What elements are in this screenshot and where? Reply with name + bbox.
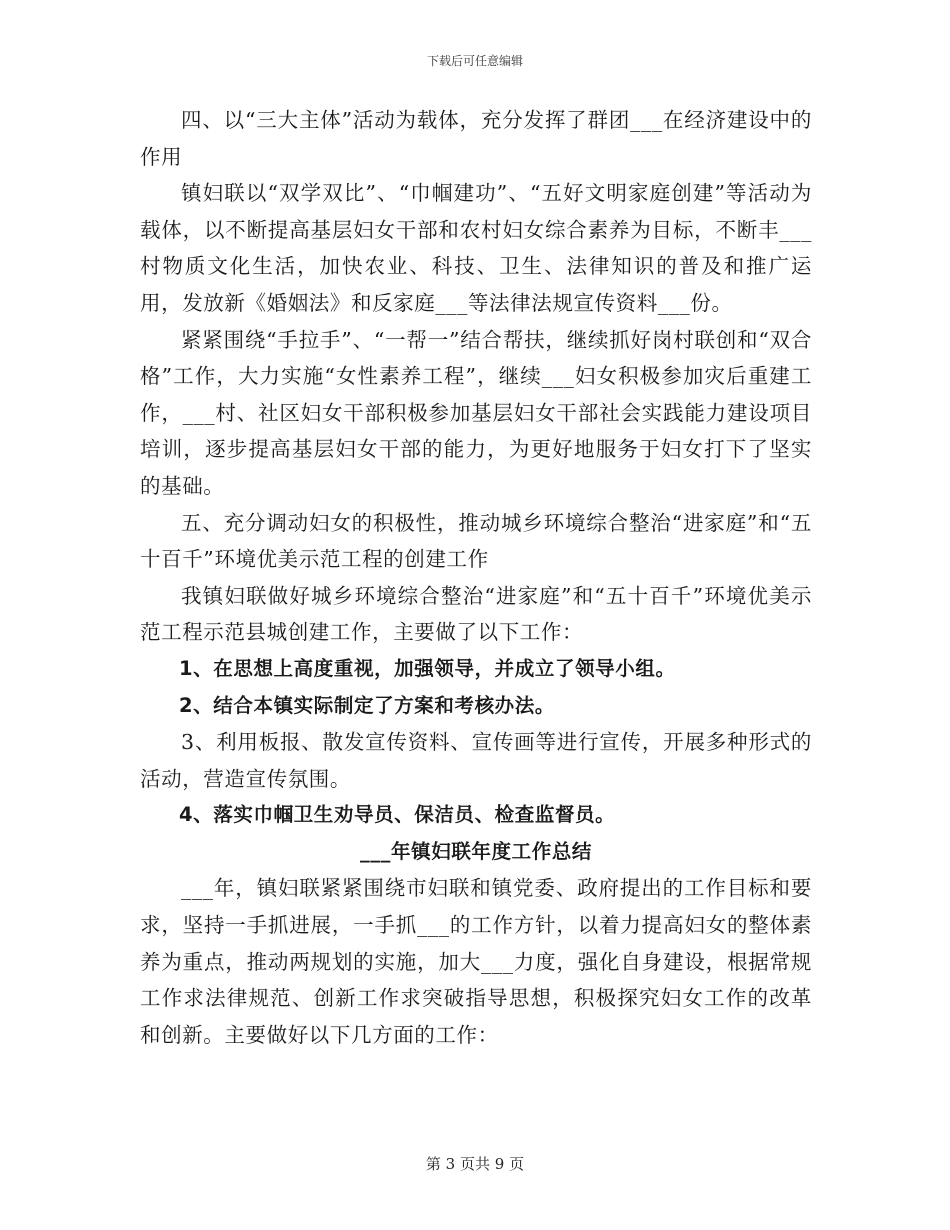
list-item-2: 2、结合本镇实际制定了方案和考核办法。: [179, 693, 555, 717]
page-header: 下载后可任意编辑: [426, 54, 523, 68]
list-item-3: 3、利用板报、散发宣传资料、宣传画等进行宣传，开展多种形式的活动，营造宣传氛围。: [140, 730, 812, 791]
paragraph-assistance: 紧紧围绕“手拉手”、“一帮一”结合帮扶，继续抓好岗村联创和“双合格”工作，大力实施“女性素养工程”，继续___妇女积极参加灾后重建工作，___村、社区妇女干部积极参加基层妇女干部社会实践能力建设项目培训，逐步提高基层妇女干部的能力，为更好地服务于妇女打下了坚实的基础。: [140, 327, 812, 498]
paragraph-section-five-heading: 五、充分调动妇女的积极性，推动城乡环境综合整治“进家庭”和“五十百千”环境优美示范工程的创建工作: [140, 510, 812, 572]
page-footer: 第 3 页共 9 页: [425, 1155, 525, 1173]
section-title: ___年镇妇联年度工作总结: [359, 839, 593, 863]
paragraph-activities: 镇妇联以“双学双比”、“巾帼建功”、“五好文明家庭创建”等活动为载体，以不断提高基层妇女干部和农村妇女综合素养为目标，不断丰___村物质文化生活，加快农业、科技、卫生、法律知识的普及和推广运用，发放新《婚姻法》和反家庭___等法律法规宣传资料___份。: [140, 181, 812, 315]
list-item-1: 1、在思想上高度重视，加强领导，并成立了领导小组。: [179, 656, 676, 680]
paragraph-environment-work: 我镇妇联做好城乡环境综合整治“进家庭”和“五十百千”环境优美示范工程示范县城创建工作，主要做了以下工作：: [140, 583, 812, 645]
document-body: [140, 102, 812, 1053]
paragraph-section-four-heading: 四、以“三大主体”活动为载体，充分发挥了群团___在经济建设中的作用: [140, 108, 812, 169]
list-item-4: 4、落实巾帼卫生劝导员、保洁员、检查监督员。: [179, 803, 616, 827]
paragraph-summary-intro: ___年，镇妇联紧紧围绕市妇联和镇党委、政府提出的工作目标和要求，坚持一手抓进展，一手抓___的工作方针，以着力提高妇女的整体素养为重点，推动两规划的实施，加大___力度，强化自身建设，根据常规工作求法律规范、创新工作求突破指导思想，积极探究妇女工作的改革和创新。主要做好以下几方面的工作：: [140, 876, 812, 1047]
